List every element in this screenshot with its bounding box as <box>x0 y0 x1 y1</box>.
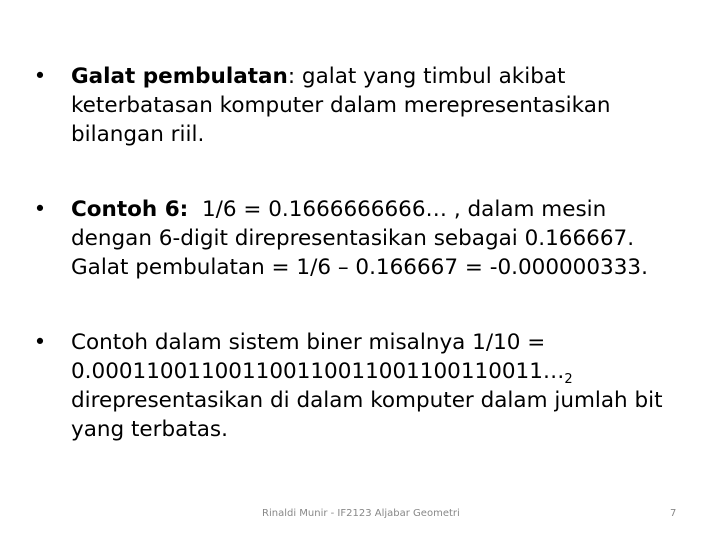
example-label: Contoh 6: <box>71 197 189 222</box>
bullet-list <box>30 62 690 444</box>
example-error-line: Galat pembulatan = 1/6 – 0.166667 = -0.000000333. <box>71 255 648 280</box>
example-text: 1/6 = 0.1666666666… , dalam mesin dengan 6-digit direpresentasikan sebagai 0.166667. <box>71 197 635 251</box>
bullet-rounding-error <box>30 62 690 149</box>
term-rounding-error: Galat pembulatan <box>71 64 288 89</box>
bullet-dot: • <box>33 64 47 89</box>
bullet-dot: • <box>33 197 47 222</box>
bullet-dot: • <box>33 330 47 355</box>
bullet-example-6 <box>30 195 690 282</box>
page-number: 7 <box>670 508 677 519</box>
definition-text: : galat yang timbul akibat keterbatasan komputer dalam merepresentasikan bilangan riil. <box>71 64 611 147</box>
binary-subscript: 2 <box>564 372 573 387</box>
bullet-binary-example <box>30 328 690 444</box>
binary-example-tail: direpresentasikan di dalam komputer dalam jumlah bit yang terbatas. <box>71 388 663 442</box>
binary-example-text: Contoh dalam sistem biner misalnya 1/10 = 0.000110011001100110011001100110011… <box>71 330 565 384</box>
footer-text: Rinaldi Munir - IF2123 Aljabar Geometri <box>262 508 460 519</box>
